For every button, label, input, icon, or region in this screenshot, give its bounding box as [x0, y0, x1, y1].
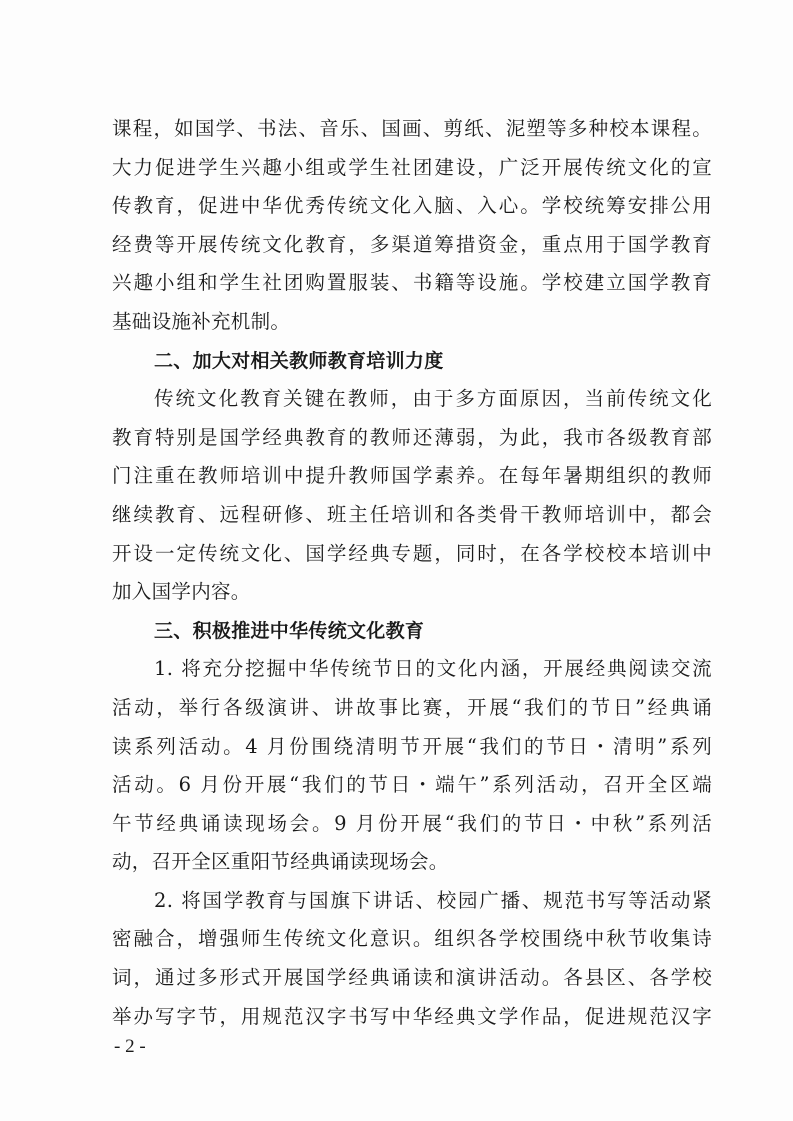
body-line: 活动，举行各级演讲、讲故事比赛，开展“我们的节日”经典诵 [112, 695, 712, 719]
body-line: 兴趣小组和学生社团购置服装、书籍等设施。学校建立国学教育 [112, 271, 712, 295]
body-line: 门注重在教师培训中提升教师国学素养。在每年暑期组织的教师 [112, 464, 712, 488]
body-line: 举办写字节，用规范汉字书写中华经典文学作品，促进规范汉字 [112, 1004, 712, 1028]
body-line: 读系列活动。4 月份围绕清明节开展“我们的节日・清明”系列 [112, 734, 712, 758]
section-heading: 二、加大对相关教师教育培训力度 [154, 349, 444, 372]
body-line: 继续教育、远程研修、班主任培训和各类骨干教师培训中，都会 [112, 502, 712, 526]
body-line: 经费等开展传统文化教育，多渠道筹措资金，重点用于国学教育 [112, 232, 712, 256]
body-line: 2. 将国学教育与国旗下讲话、校园广播、规范书写等活动紧 [154, 888, 712, 912]
section-heading: 三、积极推进中华传统文化教育 [154, 619, 425, 642]
body-line: 开设一定传统文化、国学经典专题，同时，在各学校校本培训中 [112, 541, 712, 565]
body-line: 基础设施补充机制。 [112, 309, 291, 333]
body-line: 动，召开全区重阳节经典诵读现场会。 [112, 850, 449, 874]
body-line: 密融合，增强师生传统文化意识。组织各学校围绕中秋节收集诗 [112, 927, 712, 951]
body-line: 大力促进学生兴趣小组或学生社团建设，广泛开展传统文化的宣 [112, 155, 712, 179]
body-line: 传教育，促进中华优秀传统文化入脑、入心。学校统筹安排公用 [112, 194, 712, 218]
body-line: 传统文化教育关键在教师，由于多方面原因，当前传统文化 [154, 387, 712, 411]
page-number: - 2 - [114, 1036, 146, 1057]
body-line: 词，通过多形式开展国学经典诵读和演讲活动。各县区、各学校 [112, 966, 712, 990]
body-line: 午节经典诵读现场会。9 月份开展“我们的节日・中秋”系列活 [112, 811, 712, 835]
body-line: 1. 将充分挖掘中华传统节日的文化内涵，开展经典阅读交流 [154, 657, 712, 681]
body-line: 活动。6 月份开展“我们的节日・端午”系列活动，召开全区端 [112, 773, 712, 797]
body-line: 教育特别是国学经典教育的教师还薄弱，为此，我市各级教育部 [112, 425, 712, 449]
body-line: 加入国学内容。 [112, 580, 251, 604]
body-line: 课程，如国学、书法、音乐、国画、剪纸、泥塑等多种校本课程。 [112, 117, 712, 140]
document-body [112, 110, 712, 1036]
